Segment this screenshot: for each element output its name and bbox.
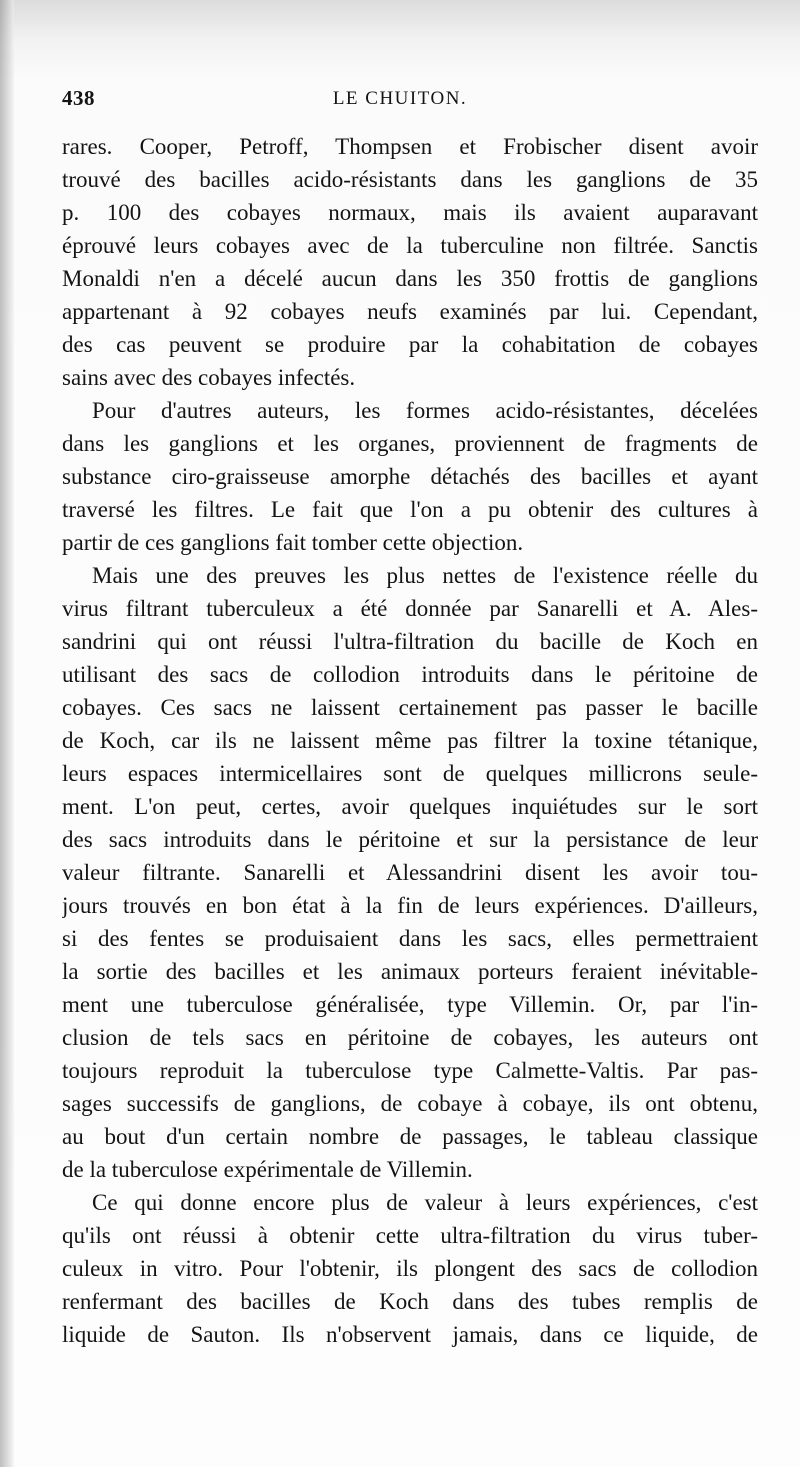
text-line: substance ciro-graisseuse amorphe détachés des bacilles et ayant bbox=[62, 464, 758, 489]
text-line: traversé les filtres. Le fait que l'on a pu obtenir des cultures à bbox=[62, 497, 758, 522]
text-line: éprouvé leurs cobayes avec de la tuberculine non filtrée. Sanctis bbox=[62, 233, 758, 258]
text-line: partir de ces ganglions fait tomber cette objection. bbox=[62, 530, 524, 555]
text-line: Pour d'autres auteurs, les formes acido-résistantes, décelées bbox=[92, 398, 758, 423]
text-line: utilisant des sacs de collodion introduits dans le péritoine de bbox=[62, 662, 758, 687]
body-text bbox=[62, 130, 758, 1351]
text-line: p. 100 des cobayes normaux, mais ils avaient auparavant bbox=[62, 200, 758, 225]
text-line: jours trouvés en bon état à la fin de leurs expériences. D'ailleurs, bbox=[62, 893, 758, 918]
text-line: valeur filtrante. Sanarelli et Alessandrini disent les avoir tou- bbox=[62, 860, 758, 885]
text-line: leurs espaces intermicellaires sont de quelques millicrons seule- bbox=[62, 761, 758, 786]
paragraph bbox=[62, 130, 758, 394]
text-line: culeux in vitro. Pour l'obtenir, ils plongent des sacs de collodion bbox=[62, 1256, 758, 1281]
text-line: sains avec des cobayes infectés. bbox=[62, 365, 356, 390]
text-line: Monaldi n'en a décelé aucun dans les 350 frottis de ganglions bbox=[62, 266, 758, 291]
running-title: LE CHUITON. bbox=[332, 88, 468, 109]
text-line: qu'ils ont réussi à obtenir cette ultra-filtration du virus tuber- bbox=[62, 1223, 758, 1248]
text-line: rares. Cooper, Petroff, Thompsen et Frobischer disent avoir bbox=[62, 134, 758, 159]
text-line: trouvé des bacilles acido-résistants dans les ganglions de 35 bbox=[62, 167, 758, 192]
text-line: des sacs introduits dans le péritoine et sur la persistance de leur bbox=[62, 827, 758, 852]
text-line: si des fentes se produisaient dans les sacs, elles permettraient bbox=[62, 926, 758, 951]
text-line: la sortie des bacilles et les animaux porteurs feraient inévitable- bbox=[62, 959, 758, 984]
text-line: sages successifs de ganglions, de cobaye à cobaye, ils ont obtenu, bbox=[62, 1091, 758, 1116]
text-line: clusion de tels sacs en péritoine de cobayes, les auteurs ont bbox=[62, 1025, 758, 1050]
text-line: dans les ganglions et les organes, proviennent de fragments de bbox=[62, 431, 758, 456]
paragraph bbox=[62, 394, 758, 559]
text-line: sandrini qui ont réussi l'ultra-filtration du bacille de Koch en bbox=[62, 629, 758, 654]
page-number: 438 bbox=[62, 86, 95, 110]
text-line: de Koch, car ils ne laissent même pas filtrer la toxine tétanique, bbox=[62, 728, 758, 753]
text-line: Ce qui donne encore plus de valeur à leurs expériences, c'est bbox=[92, 1190, 758, 1215]
text-line: au bout d'un certain nombre de passages, le tableau classique bbox=[62, 1124, 758, 1149]
text-line: virus filtrant tuberculeux a été donnée par Sanarelli et A. Ales- bbox=[62, 596, 758, 621]
paragraph bbox=[62, 1186, 758, 1351]
text-line: ment. L'on peut, certes, avoir quelques inquiétudes sur le sort bbox=[62, 794, 758, 819]
text-line: toujours reproduit la tuberculose type Calmette-Valtis. Par pas- bbox=[62, 1058, 758, 1083]
text-line: ment une tuberculose généralisée, type Villemin. Or, par l'in- bbox=[62, 992, 758, 1017]
text-line: renfermant des bacilles de Koch dans des tubes remplis de bbox=[62, 1289, 758, 1314]
text-line: appartenant à 92 cobayes neufs examinés par lui. Cependant, bbox=[62, 299, 758, 324]
paragraph bbox=[62, 559, 758, 1186]
text-line: des cas peuvent se produire par la cohabitation de cobayes bbox=[62, 332, 758, 357]
text-line: liquide de Sauton. Ils n'observent jamais, dans ce liquide, de bbox=[62, 1322, 758, 1347]
text-line: cobayes. Ces sacs ne laissent certainement pas passer le bacille bbox=[62, 695, 758, 720]
text-line: de la tuberculose expérimentale de Villemin. bbox=[62, 1157, 473, 1182]
text-line: Mais une des preuves les plus nettes de l'existence réelle du bbox=[92, 563, 758, 588]
scan-shadow bbox=[0, 0, 14, 1467]
